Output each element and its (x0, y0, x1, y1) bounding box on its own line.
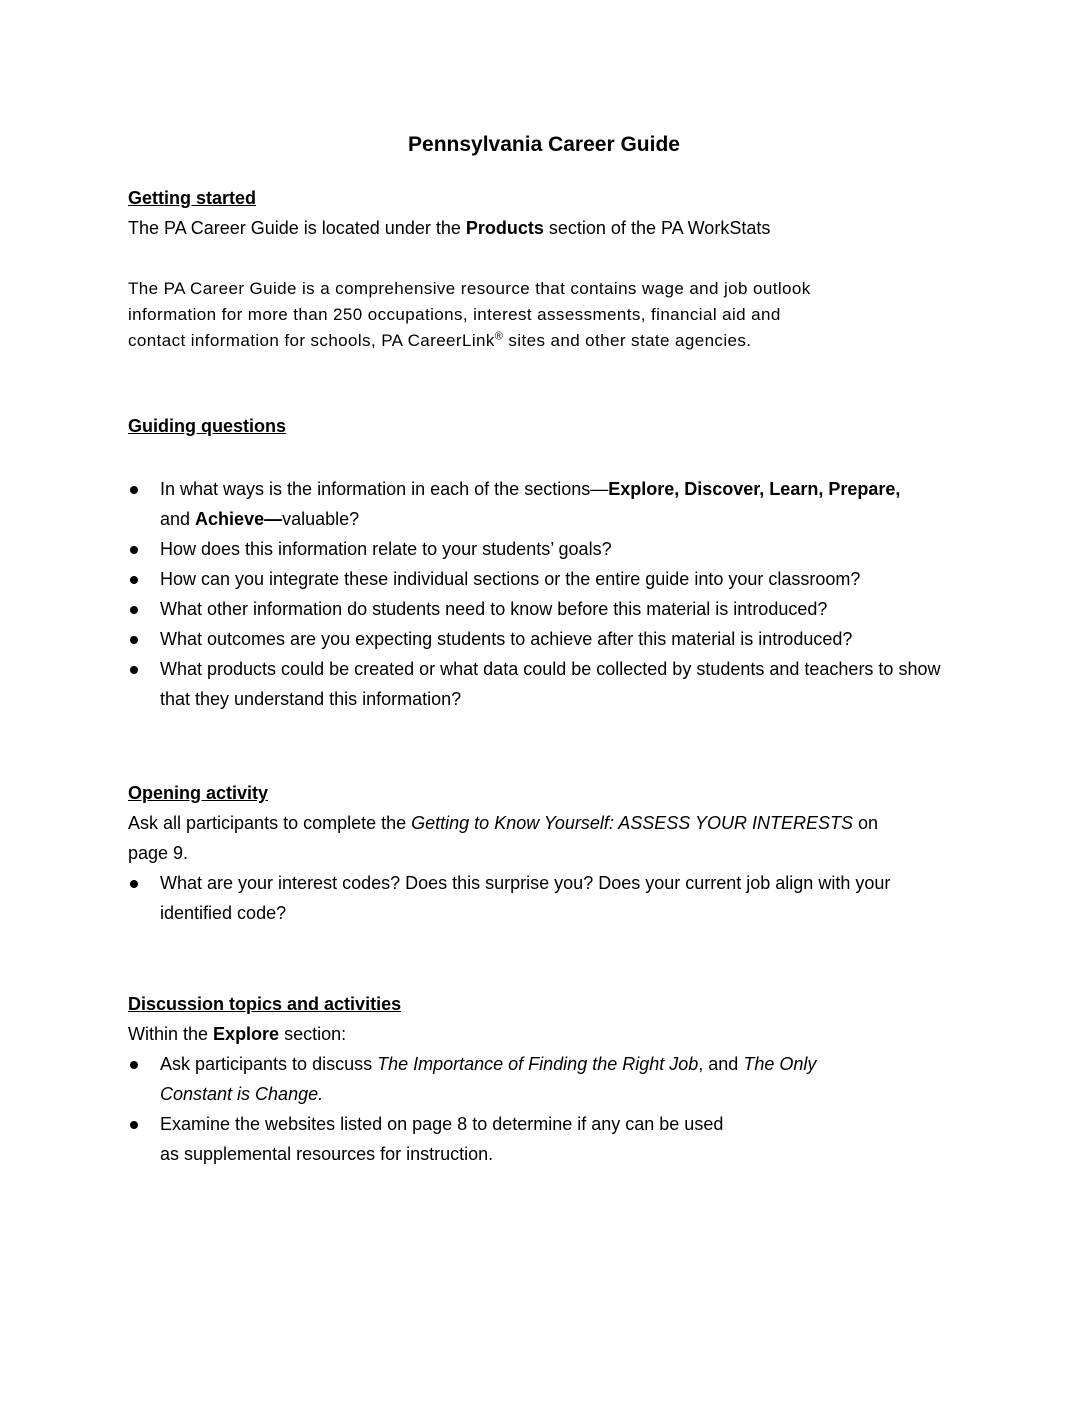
registered-mark: ® (494, 330, 504, 343)
list-item (128, 564, 968, 594)
discussion-intro (128, 1019, 968, 1049)
description-line-2: information for more than 250 occupations, interest assessments, financial aid and (128, 305, 781, 324)
description-line-3 (128, 328, 968, 354)
guide-description (128, 276, 968, 354)
discussion-section (128, 989, 968, 1169)
location-text-pre: The PA Career Guide is located under the (128, 218, 466, 238)
guiding-questions-list (128, 474, 968, 714)
discussion-heading: Discussion topics and activities (128, 994, 402, 1014)
discussion-intro-pre: Within the (128, 1024, 214, 1044)
list-item (128, 534, 968, 564)
article-title-1: The Importance of Finding the Right Job (377, 1054, 699, 1074)
bullet-icon (130, 666, 138, 674)
discussion-2-line-1: Examine the websites listed on page 8 to determine if any can be used (160, 1114, 724, 1134)
opening-activity-section (128, 778, 968, 928)
discussion-2-line-2: as supplemental resources for instruction. (160, 1144, 494, 1164)
list-item (128, 1109, 968, 1169)
bullet-icon (130, 546, 138, 554)
question-1-pre: In what ways is the information in each of the sections— (160, 479, 609, 499)
article-title-2: The Only Constant is Change. (160, 1054, 817, 1104)
guiding-questions-list-block (128, 474, 968, 714)
opening-activity-list (128, 868, 968, 928)
description-line-3-pre: contact information for schools, PA CareerLink (128, 331, 495, 350)
bullet-icon (130, 1061, 138, 1069)
assessment-title: Getting to Know Yourself: ASSESS YOUR INTERESTS (411, 813, 853, 833)
question-2: How does this information relate to your students’ goals? (160, 539, 612, 559)
opening-activity-intro (128, 808, 918, 868)
list-item (128, 474, 968, 534)
question-3: How can you integrate these individual sections or the entire guide into your classroom? (160, 569, 861, 589)
bullet-icon (130, 636, 138, 644)
getting-started-heading: Getting started (128, 188, 257, 208)
bullet-icon (130, 576, 138, 584)
description-line-3-post: sites and other state agencies. (503, 331, 752, 350)
bullet-icon (130, 486, 138, 494)
location-text-post: section of the PA WorkStats (543, 218, 771, 238)
list-item (128, 868, 940, 928)
discussion-intro-post: section: (279, 1024, 347, 1044)
question-4: What other information do students need to know before this material is introduced? (160, 599, 828, 619)
discussion-1-pre: Ask participants to discuss (160, 1054, 378, 1074)
discussion-list (128, 1049, 968, 1169)
getting-started-section (128, 183, 968, 243)
discussion-1-mid: , and (698, 1054, 744, 1074)
bullet-icon (130, 606, 138, 614)
explore-emphasis: Explore (213, 1024, 280, 1044)
page-title: Pennsylvania Career Guide (408, 133, 680, 156)
opening-activity-heading: Opening activity (128, 783, 269, 803)
question-6: What products could be created or what data could be collected by students and teachers to show that they understand this information? (160, 659, 941, 709)
list-item (128, 1049, 840, 1109)
intro-pre: Ask all participants to complete the (128, 813, 412, 833)
question-5: What outcomes are you expecting students to achieve after this material is introduced? (160, 629, 853, 649)
getting-started-location (128, 213, 968, 243)
list-item (128, 654, 960, 714)
guiding-questions-heading: Guiding questions (128, 416, 286, 436)
question-1-post: valuable? (282, 509, 360, 529)
bullet-icon (130, 880, 138, 888)
guiding-questions-section (128, 411, 968, 441)
list-item (128, 624, 968, 654)
question-1-mid: and (160, 509, 196, 529)
description-line-1: The PA Career Guide is a comprehensive resource that contains wage and job outlook (128, 279, 811, 298)
products-emphasis: Products (465, 218, 544, 238)
interest-codes-question: What are your interest codes? Does this surprise you? Does your current job align with your identified code? (160, 873, 891, 923)
list-item (128, 594, 968, 624)
bullet-icon (130, 1121, 138, 1129)
intro-post: on page 9. (128, 813, 879, 863)
section-names-emphasis: Explore, Discover, Learn, Prepare, (608, 479, 901, 499)
achieve-emphasis: Achieve— (195, 509, 283, 529)
